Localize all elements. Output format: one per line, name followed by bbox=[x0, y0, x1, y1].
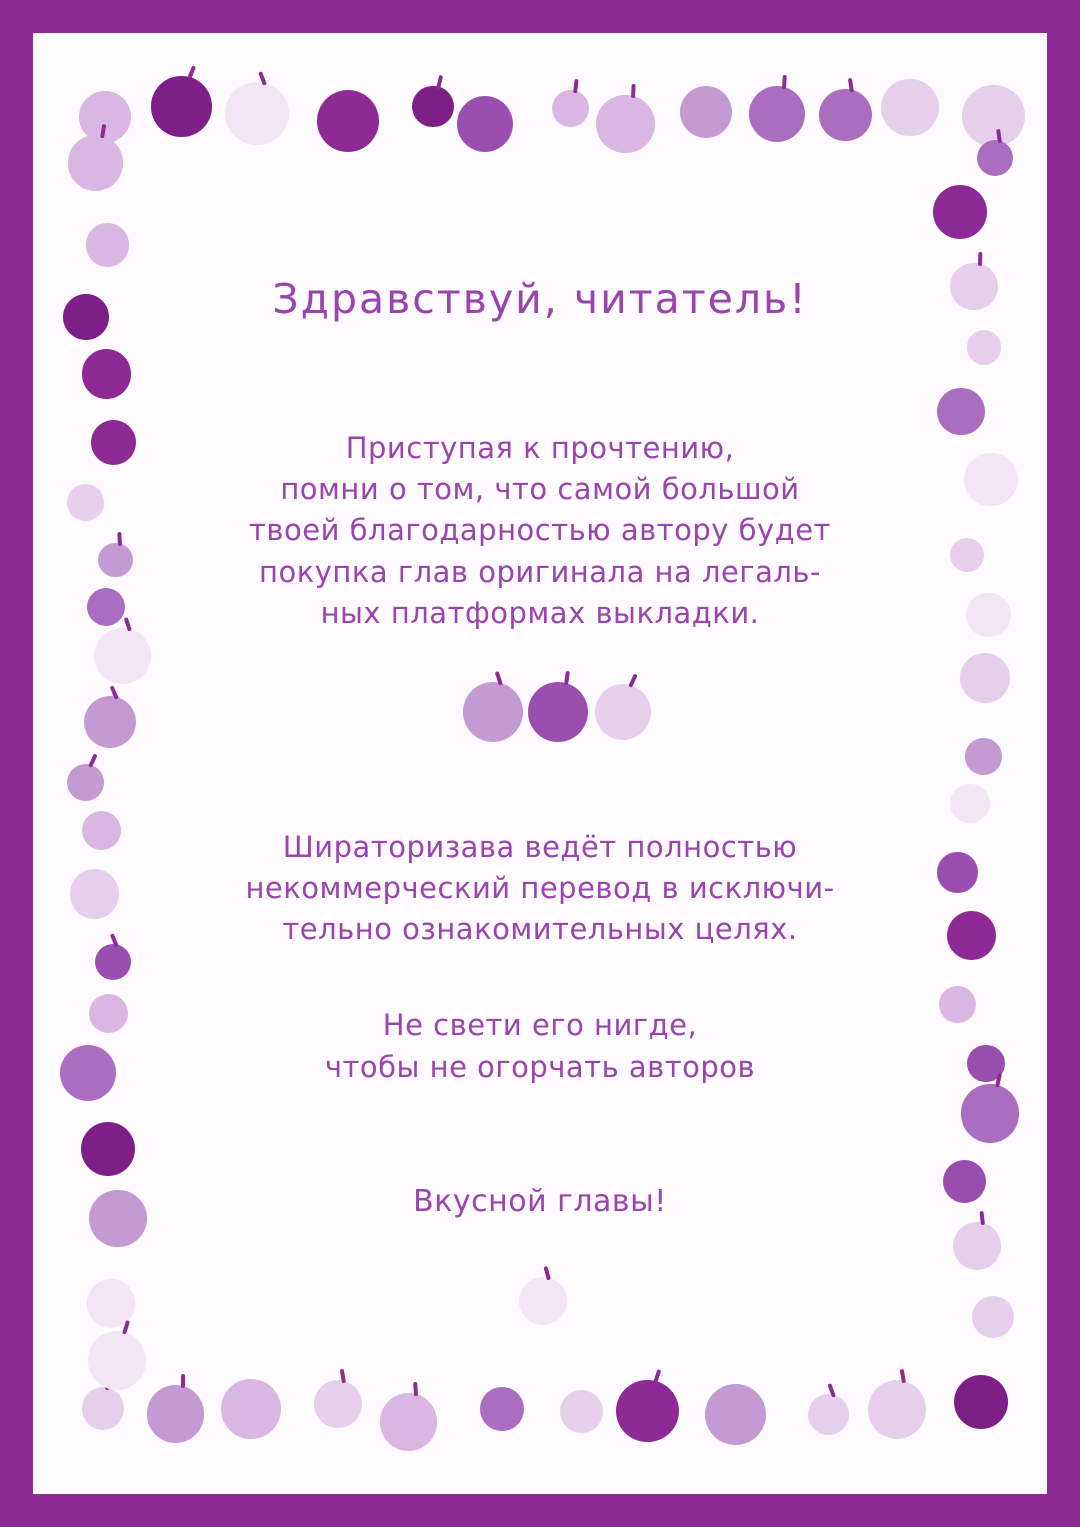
plum-stem-icon bbox=[543, 1266, 550, 1281]
plum-fruit-icon bbox=[943, 1160, 986, 1203]
paragraph-4: Вкусной главы! bbox=[413, 1183, 667, 1219]
plum-stem-icon bbox=[628, 673, 638, 687]
plum-fruit-icon bbox=[939, 986, 976, 1023]
plum-fruit-icon bbox=[749, 86, 805, 142]
plum-stem-icon bbox=[88, 753, 97, 767]
plum-fruit-icon bbox=[933, 185, 987, 239]
plum-fruit-icon bbox=[82, 349, 132, 399]
plum-fruit-icon bbox=[595, 684, 651, 740]
plum-stem-icon bbox=[848, 78, 854, 92]
page-title: Здравствуй, читатель! bbox=[272, 275, 808, 323]
plum-fruit-icon bbox=[962, 85, 1024, 147]
plum-fruit-icon bbox=[95, 944, 131, 980]
plum-stem-icon bbox=[187, 66, 196, 80]
plum-stem-icon bbox=[564, 671, 570, 685]
plum-fruit-icon bbox=[680, 86, 732, 138]
plum-fruit-icon bbox=[457, 96, 513, 152]
plum-fruit-icon bbox=[965, 738, 1002, 775]
plum-stem-icon bbox=[827, 1383, 836, 1398]
plum-fruit-icon bbox=[954, 1375, 1008, 1429]
plum-fruit-icon bbox=[63, 294, 109, 340]
paragraph-1: Приступая к прочтению, помни о том, что самой большой твоей благодарностью автору будет покупка глав оригинала на легаль- ных платформах выкладки. bbox=[249, 431, 831, 630]
plum-fruit-icon bbox=[966, 593, 1011, 638]
plum-stem-icon bbox=[117, 532, 122, 546]
plum-fruit-icon bbox=[480, 1387, 524, 1431]
plum-stem-icon bbox=[573, 79, 579, 93]
plum-fruit-icon bbox=[67, 484, 104, 521]
plum-fruit-icon bbox=[947, 911, 996, 960]
plum-fruit-icon bbox=[147, 1385, 204, 1442]
plum-fruit-icon bbox=[151, 76, 211, 136]
plum-stem-icon bbox=[494, 671, 502, 686]
plum-fruit-icon bbox=[972, 1296, 1014, 1338]
plum-fruit-icon bbox=[596, 95, 654, 153]
notice-content bbox=[153, 153, 927, 1333]
plum-fruit-icon bbox=[380, 1393, 438, 1451]
plum-stem-icon bbox=[978, 252, 982, 266]
plum-stem-icon bbox=[110, 933, 119, 947]
plum-fruit-icon bbox=[519, 1277, 567, 1325]
plum-fruit-icon bbox=[560, 1390, 603, 1433]
plum-fruit-icon bbox=[953, 1222, 1001, 1270]
plum-fruit-icon bbox=[961, 1084, 1020, 1143]
plum-fruit-icon bbox=[98, 543, 132, 577]
plum-fruit-icon bbox=[70, 869, 120, 919]
paper-sheet bbox=[33, 33, 1047, 1494]
plum-fruit-icon bbox=[86, 223, 129, 266]
fruit-divider-top bbox=[153, 682, 927, 752]
plum-fruit-icon bbox=[950, 263, 997, 310]
plum-fruit-icon bbox=[314, 1380, 363, 1429]
plum-fruit-icon bbox=[225, 82, 289, 146]
plum-stem-icon bbox=[413, 1382, 418, 1396]
fruit-divider-bottom bbox=[153, 1273, 927, 1333]
plum-stem-icon bbox=[980, 1211, 986, 1225]
plum-fruit-icon bbox=[937, 852, 977, 892]
plum-fruit-icon bbox=[60, 1045, 116, 1101]
plum-fruit-icon bbox=[705, 1384, 766, 1445]
plum-fruit-icon bbox=[82, 1387, 124, 1429]
plum-stem-icon bbox=[436, 75, 443, 90]
plum-fruit-icon bbox=[89, 994, 129, 1034]
plum-stem-icon bbox=[258, 71, 267, 86]
plum-fruit-icon bbox=[81, 1122, 135, 1176]
plum-fruit-icon bbox=[937, 388, 985, 436]
plum-stem-icon bbox=[109, 686, 118, 700]
plum-stem-icon bbox=[631, 84, 636, 98]
plum-stem-icon bbox=[995, 1073, 1002, 1088]
plum-fruit-icon bbox=[88, 1331, 147, 1390]
plum-fruit-icon bbox=[964, 453, 1017, 506]
plum-fruit-icon bbox=[868, 1380, 927, 1439]
plum-fruit-icon bbox=[91, 420, 136, 465]
plum-fruit-icon bbox=[528, 682, 588, 742]
plum-fruit-icon bbox=[819, 89, 872, 142]
plum-fruit-icon bbox=[977, 140, 1014, 177]
plum-fruit-icon bbox=[960, 653, 1010, 703]
plum-fruit-icon bbox=[94, 628, 150, 684]
plum-stem-icon bbox=[653, 1369, 661, 1384]
plum-fruit-icon bbox=[67, 764, 104, 801]
plum-stem-icon bbox=[181, 1374, 185, 1388]
plum-fruit-icon bbox=[967, 330, 1001, 364]
plum-stem-icon bbox=[340, 1368, 346, 1382]
plum-fruit-icon bbox=[950, 784, 989, 823]
plum-fruit-icon bbox=[881, 79, 939, 137]
plum-stem-icon bbox=[782, 75, 787, 89]
plum-fruit-icon bbox=[463, 682, 523, 742]
paragraph-2: Шираторизава ведёт полностью некоммерческий перевод в исключи- тельно ознакомительных целях. bbox=[245, 829, 835, 947]
plum-fruit-icon bbox=[552, 90, 589, 127]
plum-fruit-icon bbox=[950, 538, 985, 573]
plum-fruit-icon bbox=[317, 90, 379, 152]
plum-stem-icon bbox=[900, 1369, 906, 1383]
plum-fruit-icon bbox=[84, 696, 136, 748]
plum-fruit-icon bbox=[82, 811, 122, 851]
plum-fruit-icon bbox=[808, 1394, 849, 1435]
paragraph-3: Не свети его нигде, чтобы не огорчать авторов bbox=[324, 1008, 756, 1084]
plum-fruit-icon bbox=[221, 1379, 281, 1439]
plum-fruit-icon bbox=[89, 1190, 147, 1248]
plum-stem-icon bbox=[123, 617, 131, 632]
plum-fruit-icon bbox=[87, 588, 125, 626]
plum-fruit-icon bbox=[412, 86, 454, 128]
plum-fruit-icon bbox=[68, 135, 123, 190]
plum-fruit-icon bbox=[616, 1380, 678, 1442]
